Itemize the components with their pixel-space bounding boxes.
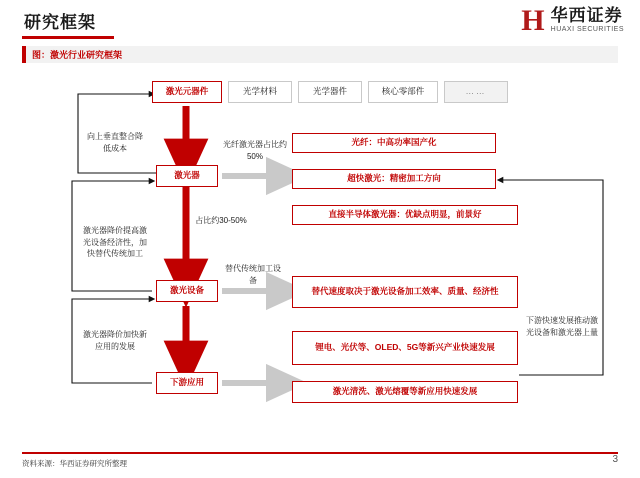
- logo-name-en: HUAXI SECURITIES: [550, 26, 624, 34]
- page-number: 3: [612, 454, 618, 465]
- node-optical-component: [298, 81, 362, 103]
- node-label: 光学材料: [242, 86, 277, 97]
- node-label: 超快激光：精密加工方向: [347, 173, 441, 184]
- source-note: 资料来源：华西证券研究所整理: [22, 459, 127, 468]
- node-label: 光纤：中高功率国产化: [351, 137, 437, 148]
- diagram-canvas: [0, 63, 640, 448]
- logo-mark-icon: H: [521, 4, 545, 37]
- page-title: 研究框架: [24, 13, 96, 32]
- node-new-applications: [292, 381, 518, 403]
- node-label: 激光元器件: [165, 86, 209, 97]
- label-downstream-pull: 下游快速发展推动激光设备和激光器上量: [526, 316, 598, 337]
- company-logo: [521, 6, 624, 36]
- node-laser-equipment: [156, 280, 218, 302]
- label-vertical-integration: 向上垂直整合降低成本: [87, 132, 143, 153]
- node-label: 替代速度取决于激光设备加工效率、质量、经济性: [311, 286, 499, 297]
- node-ellipsis: [444, 81, 508, 103]
- node-ultrafast-laser: [292, 169, 496, 189]
- node-new-industries: [292, 331, 518, 365]
- node-label: 激光设备: [169, 285, 204, 296]
- node-laser-source: [156, 165, 218, 187]
- node-label: 下游应用: [169, 377, 204, 388]
- label-cost-down-economy: 激光器降价提高激光设备经济性，加快替代传统加工: [83, 226, 147, 259]
- node-optical-material: [228, 81, 292, 103]
- figure-caption-bar: [22, 46, 618, 63]
- node-laser-device: [152, 81, 222, 103]
- logo-name-cn: 华西证券: [550, 5, 623, 25]
- label-replace-traditional: 替代传统加工设备: [225, 264, 281, 285]
- title-underline: [22, 36, 114, 39]
- node-label: 直接半导体激光器：优缺点明显，前景好: [328, 209, 482, 220]
- label-fiber-share: 光纤激光器占比约50%: [223, 140, 287, 161]
- node-label: ……: [465, 86, 487, 97]
- node-diode-laser: [292, 205, 518, 225]
- node-fiber-laser: [292, 133, 496, 153]
- node-downstream-app: [156, 372, 218, 394]
- figure-caption: 图：激光行业研究框架: [32, 50, 123, 60]
- node-core-parts: [368, 81, 438, 103]
- node-label: 激光清洗、激光熔覆等新应用快速发展: [332, 386, 478, 397]
- slide-header: [0, 0, 640, 44]
- label-share-30-50: 占比约30-50%: [195, 216, 247, 225]
- label-new-app-growth: 激光器降价加快新应用的发展: [83, 330, 147, 351]
- footer-divider: [22, 452, 618, 454]
- node-label: 光学器件: [312, 86, 347, 97]
- logo-text: [551, 7, 624, 35]
- node-label: 核心零部件: [381, 86, 425, 97]
- caption-accent-bar: [22, 46, 26, 63]
- node-substitution-speed: [292, 276, 518, 308]
- node-label: 锂电、光伏等、OLED、5G等新兴产业快速发展: [315, 342, 495, 353]
- node-label: 激光器: [174, 170, 200, 181]
